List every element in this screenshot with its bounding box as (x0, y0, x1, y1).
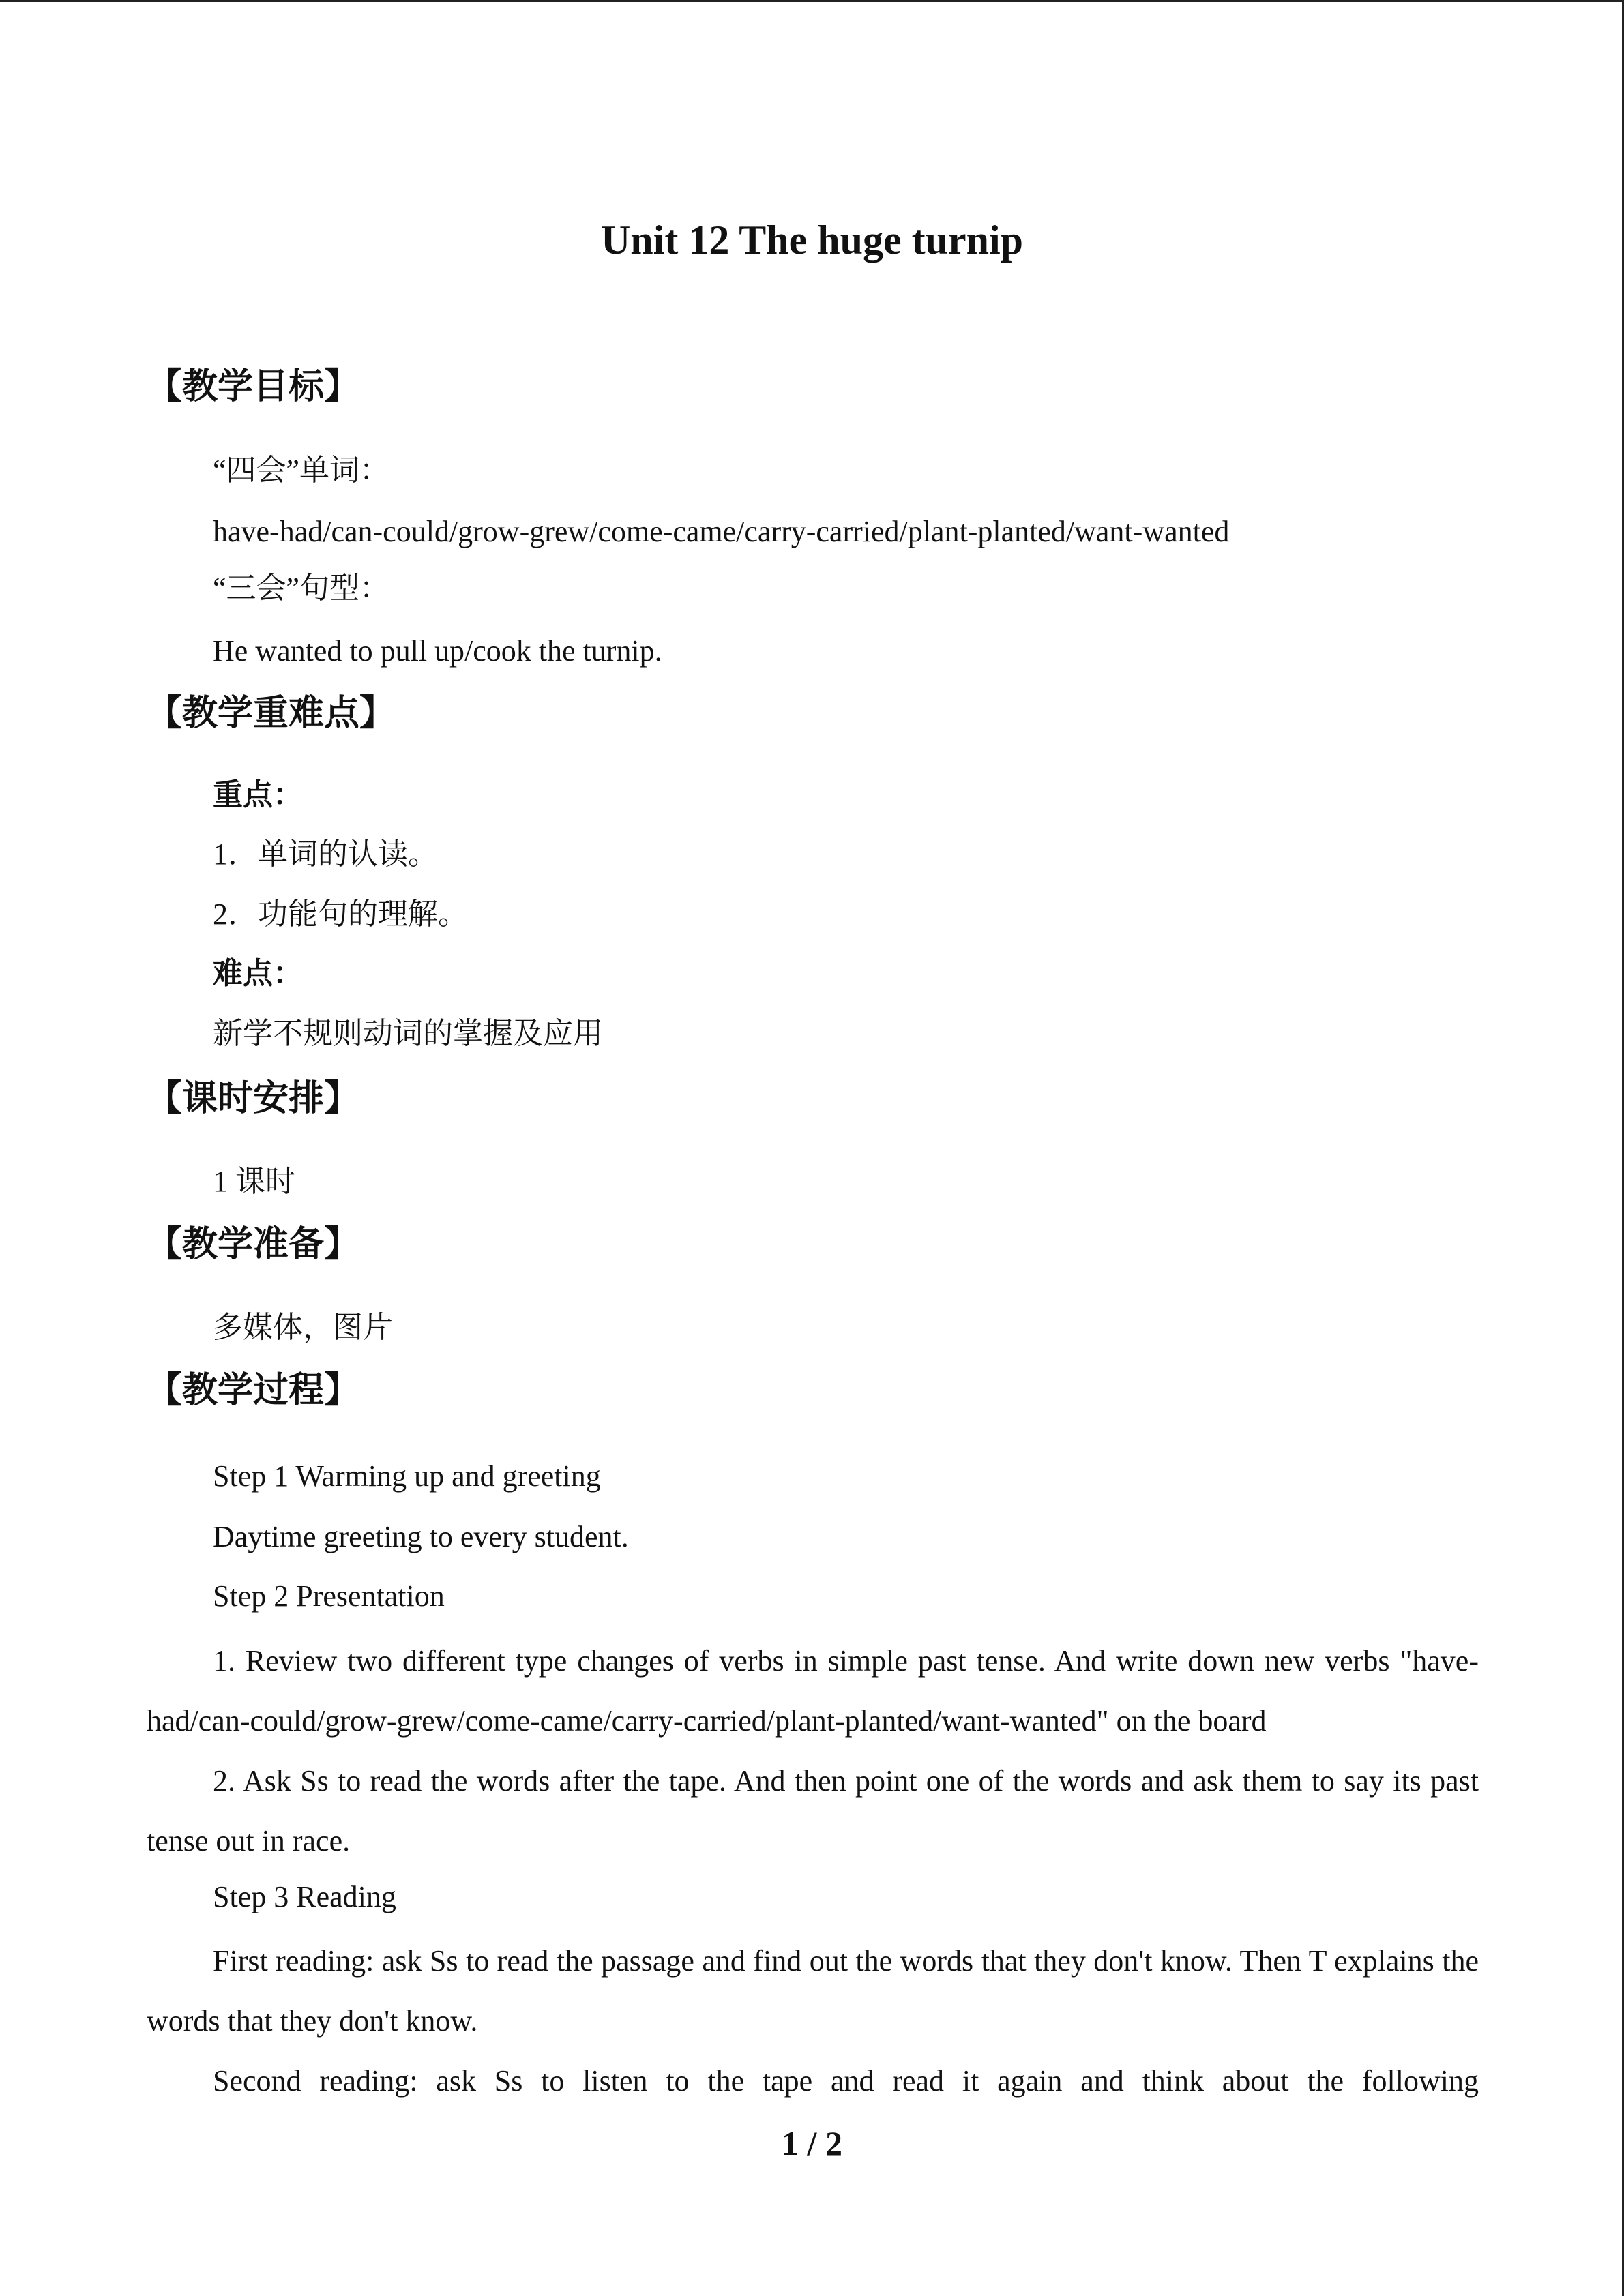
step3-second-reading: Second reading: ask Ss to listen to the tape and read it again and think about the following (213, 2064, 1479, 2098)
page-border-top (0, 0, 1624, 2)
schedule-text: 1 课时 (213, 1165, 295, 1198)
page-indicator: 1 / 2 (782, 2124, 842, 2162)
four-skills-label: “四会”单词： (213, 453, 390, 487)
step1-text: Daytime greeting to every student. (213, 1520, 629, 1553)
three-skills-label: “三会”句型： (213, 571, 390, 605)
focus-item-2: 2．功能句的理解。 (213, 897, 468, 931)
step3-title: Step 3 Reading (213, 1880, 396, 1913)
preparation-text: 多媒体，图片 (213, 1311, 393, 1344)
objectives-heading: 【教学目标】 (147, 368, 360, 406)
step2-title: Step 2 Presentation (213, 1579, 445, 1613)
page-title: Unit 12 The huge turnip (600, 218, 1024, 263)
process-heading: 【教学过程】 (147, 1371, 360, 1410)
step3-first-reading: First reading: ask Ss to read the passage and find out the words that they don't know. Then T explains the words that they don't know. (147, 1944, 1479, 2038)
schedule-heading: 【课时安排】 (147, 1079, 360, 1118)
step2-item-2: 2. Ask Ss to read the words after the tape. And then point one of the words and ask them to say its past tense out in race. (147, 1764, 1479, 1858)
focus-label: 重点： (213, 778, 303, 811)
difficulty-label: 难点： (213, 957, 303, 990)
three-skills-sentence: He wanted to pull up/cook the turnip. (213, 634, 662, 668)
preparation-heading: 【教学准备】 (147, 1225, 360, 1264)
four-skills-words: have-had/can-could/grow-grew/come-came/carry-carried/plant-planted/want-wanted (213, 515, 1230, 548)
focus-item-1: 1．单词的认读。 (213, 837, 438, 871)
step2-item-1: 1. Review two different type changes of verbs in simple past tense. And write down new verbs "have-had/can-could/grow-grew/come-came/carry-carried/plant-planted/want-wanted" on the board (147, 1644, 1479, 1738)
step1-title: Step 1 Warming up and greeting (213, 1459, 601, 1493)
difficulty-text: 新学不规则动词的掌握及应用 (213, 1017, 603, 1050)
key-points-heading: 【教学重难点】 (147, 694, 396, 733)
